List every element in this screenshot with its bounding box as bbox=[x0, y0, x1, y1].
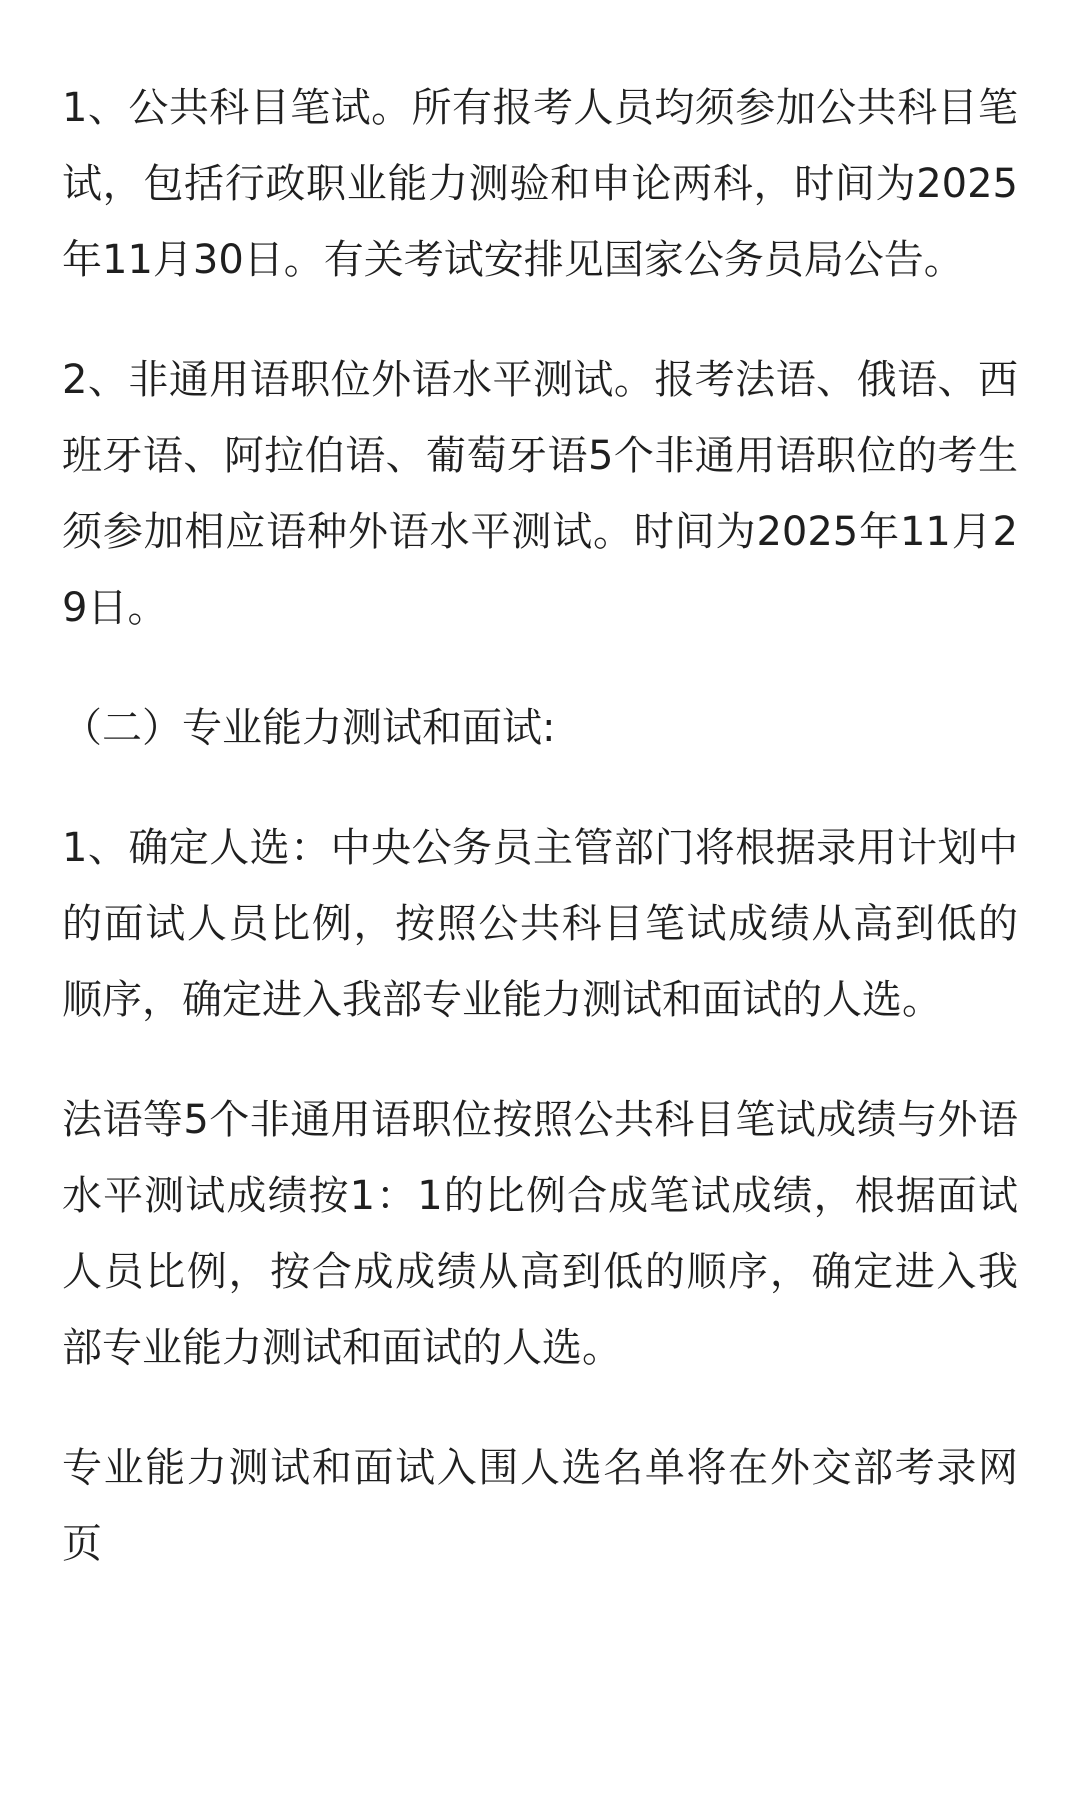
paragraph-shortlist-notice: 专业能力测试和面试入围人选名单将在外交部考录网页 bbox=[62, 1445, 1018, 1567]
section-heading: （二）专业能力测试和面试: bbox=[62, 705, 556, 751]
paragraph-candidate-selection: 1、确定人选：中央公务员主管部门将根据录用计划中的面试人员比例，按照公共科目笔试成绩从高到低的顺序，确定进入我部专业能力测试和面试的人选。 bbox=[62, 825, 1018, 1023]
paragraph-combined-score: 法语等5个非通用语职位按照公共科目笔试成绩与外语水平测试成绩按1：1的比例合成笔试成绩，根据面试人员比例，按合成成绩从高到低的顺序，确定进入我部专业能力测试和面试的人选。 bbox=[62, 1097, 1018, 1371]
paragraph-public-exam: 1、公共科目笔试。所有报考人员均须参加公共科目笔试，包括行政职业能力测验和申论两科，时间为2025年11月30日。有关考试安排见国家公务员局公告。 bbox=[62, 85, 1018, 283]
paragraph-language-test: 2、非通用语职位外语水平测试。报考法语、俄语、西班牙语、阿拉伯语、葡萄牙语5个非通用语职位的考生须参加相应语种外语水平测试。时间为2025年11月29日。 bbox=[62, 357, 1018, 631]
